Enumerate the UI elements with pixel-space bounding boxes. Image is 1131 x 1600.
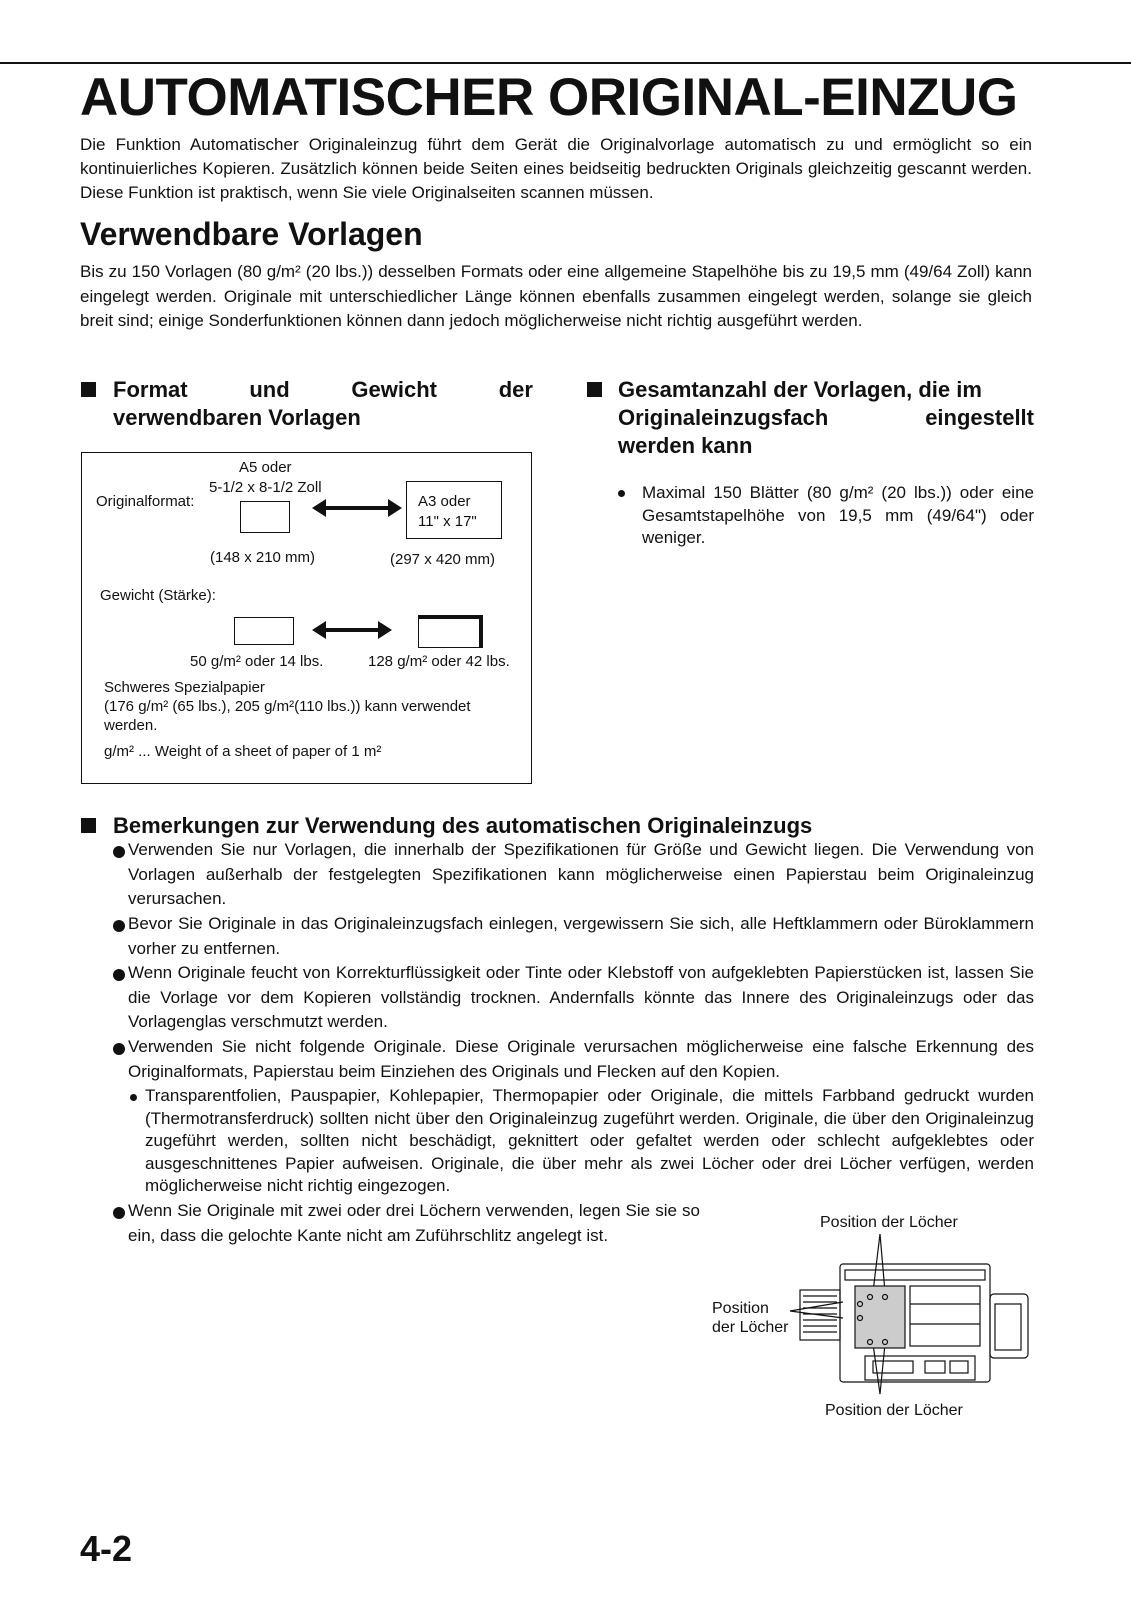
bullet-dot-icon	[618, 490, 625, 497]
heavy-paper-line2: (176 g/m² (65 lbs.), 205 g/m²(110 lbs.)) kann verwendet	[104, 698, 471, 715]
thin-sheet-icon	[234, 617, 294, 645]
bullet-dot-icon	[113, 1043, 125, 1055]
format-heading-line2: verwendbaren Vorlagen	[113, 405, 361, 430]
small-format-line1: A5 oder	[239, 459, 292, 476]
small-format-line2: 5-1/2 x 8-1/2 Zoll	[209, 479, 322, 496]
total-heading-word: Originaleinzugsfach	[618, 405, 829, 430]
figure-label-left-2: der Löcher	[712, 1319, 789, 1336]
intro-paragraph: Die Funktion Automatischer Originaleinzug führt dem Gerät die Originalvorlage automatisch zu und ermöglicht so ein kontinuierliches Kopieren. Zusätzlich können beide Seiten eines beidseitig bedruckten Originals gleichzeitig gescannt werden. Diese Funktion ist praktisch, wenn Sie viele Originalseiten scannen müssen.	[80, 135, 1032, 202]
square-bullet-icon	[81, 382, 96, 397]
format-heading-word: Format	[113, 377, 188, 402]
square-bullet-icon	[587, 382, 602, 397]
a5-sheet-icon	[240, 501, 290, 533]
bullet-dot-icon	[113, 969, 125, 981]
large-format-mm: (297 x 420 mm)	[390, 551, 496, 568]
header-rule	[0, 62, 1131, 64]
figure-label-left-1: Position	[712, 1300, 769, 1317]
section-paragraph: Bis zu 150 Vorlagen (80 g/m² (20 lbs.)) desselben Formats oder eine allgemeine Stapelhöhe bis zu 19,5 mm (49/64 Zoll) kann eingelegt werden. Originale mit unterschiedlicher Länge können ebenfalls zusammen eingelegt werden, solange sie gleich breit sind; einige Sonderfunktionen können dann jedoch möglicherweise nicht richtig ausgeführt werden.	[80, 262, 1032, 330]
small-format-mm: (148 x 210 mm)	[210, 549, 316, 566]
bullet-dot-icon	[113, 846, 125, 858]
large-format-line1: A3 oder	[418, 493, 471, 510]
square-bullet-icon	[81, 818, 96, 833]
thick-sheet-icon	[418, 615, 483, 648]
format-heading	[113, 376, 533, 432]
total-bullet-text: Maximal 150 Blätter (80 g/m² (20 lbs.)) oder eine Gesamtstapelhöhe von 19,5 mm (49/64") oder weniger.	[642, 483, 1034, 547]
weight-max: 128 g/m² oder 42 lbs.	[368, 653, 510, 670]
double-arrow-icon	[312, 495, 402, 521]
page-title: AUTOMATISCHER ORIGINAL-EINZUG	[80, 68, 1018, 127]
format-heading-word: Gewicht	[351, 377, 437, 402]
page-number: 4-2	[80, 1528, 133, 1569]
remark-item: Wenn Sie Originale mit zwei oder drei Löchern verwenden, legen Sie sie so ein, dass die gelochte Kante nicht am Zuführschlitz angelegt ist.	[128, 1201, 700, 1245]
total-heading-word: eingestellt	[925, 405, 1034, 430]
bullet-dot-icon	[130, 1094, 137, 1101]
format-weight-box	[81, 452, 532, 784]
bullet-dot-icon	[113, 920, 125, 932]
sub-remark: Transparentfolien, Pauspapier, Kohlepapier, Thermopapier oder Originale, die mittels Farbband gedruckt wurden (Thermotransferdruck) sollten nicht über den Originaleinzug zugeführt werden. Originale, die über den Originaleinzug zugeführt werden, sollten nicht beschädigt, geknittert oder gefaltet werden oder schlecht aufgeklebtes oder ausgeschnittenes Papier aufweisen. Originale, die über mehr als zwei Löcher oder drei Löcher verfügen, werden möglicherweise nicht richtig eingezogen.	[145, 1086, 1034, 1195]
originalformat-label: Originalformat:	[96, 493, 195, 510]
remarks-heading: Bemerkungen zur Verwendung des automatischen Originaleinzugs	[113, 813, 813, 838]
total-heading-line1: Gesamtanzahl der Vorlagen, die im	[618, 377, 982, 402]
section-title: Verwendbare Vorlagen	[80, 216, 423, 252]
weight-min: 50 g/m² oder 14 lbs.	[190, 653, 324, 670]
weight-label: Gewicht (Stärke):	[100, 587, 216, 604]
heavy-paper-line3: werden.	[104, 717, 158, 734]
figure-label-top: Position der Löcher	[820, 1214, 958, 1231]
total-heading-line3: werden kann	[618, 433, 753, 458]
format-heading-word: der	[498, 377, 533, 402]
figure-label-bottom: Position der Löcher	[825, 1402, 963, 1419]
bullet-dot-icon	[113, 1207, 125, 1219]
copier-hole-position-figure	[785, 1234, 1035, 1398]
heavy-paper-line1: Schweres Spezialpapier	[104, 679, 265, 696]
remark-item: Verwenden Sie nur Vorlagen, die innerhalb der Spezifikationen für Größe und Gewicht liegen. Die Verwendung von Vorlagen außerhalb der festgelegten Spezifikationen kann möglicherweise einen Papierstau beim Originaleinzug verursachen.	[128, 840, 1034, 908]
gsm-note: g/m² ... Weight of a sheet of paper of 1 m²	[104, 743, 382, 760]
remark-item: Verwenden Sie nicht folgende Originale. Diese Originale verursachen möglicherweise eine falsche Erkennung des Originalformats, Papierstau beim Einziehen des Originals und Flecken auf den Kopien.	[128, 1037, 1034, 1081]
format-heading-word: und	[249, 377, 290, 402]
remark-item: Wenn Originale feucht von Korrekturflüssigkeit oder Tinte oder Klebstoff von aufgeklebten Papierstücken ist, lassen Sie die Vorlage vor dem Kopieren vollständig trocknen. Andernfalls könnte das Innere des Originaleinzugs oder das Vorlagenglas verschmutzt werden.	[128, 963, 1034, 1031]
large-format-line2: 11" x 17"	[418, 513, 477, 530]
remark-item: Bevor Sie Originale in das Originaleinzugsfach einlegen, vergewissern Sie sich, alle Heftklammern oder Büroklammern vorher zu entfernen.	[128, 914, 1034, 958]
double-arrow-icon	[312, 617, 392, 643]
total-heading	[618, 376, 1034, 460]
